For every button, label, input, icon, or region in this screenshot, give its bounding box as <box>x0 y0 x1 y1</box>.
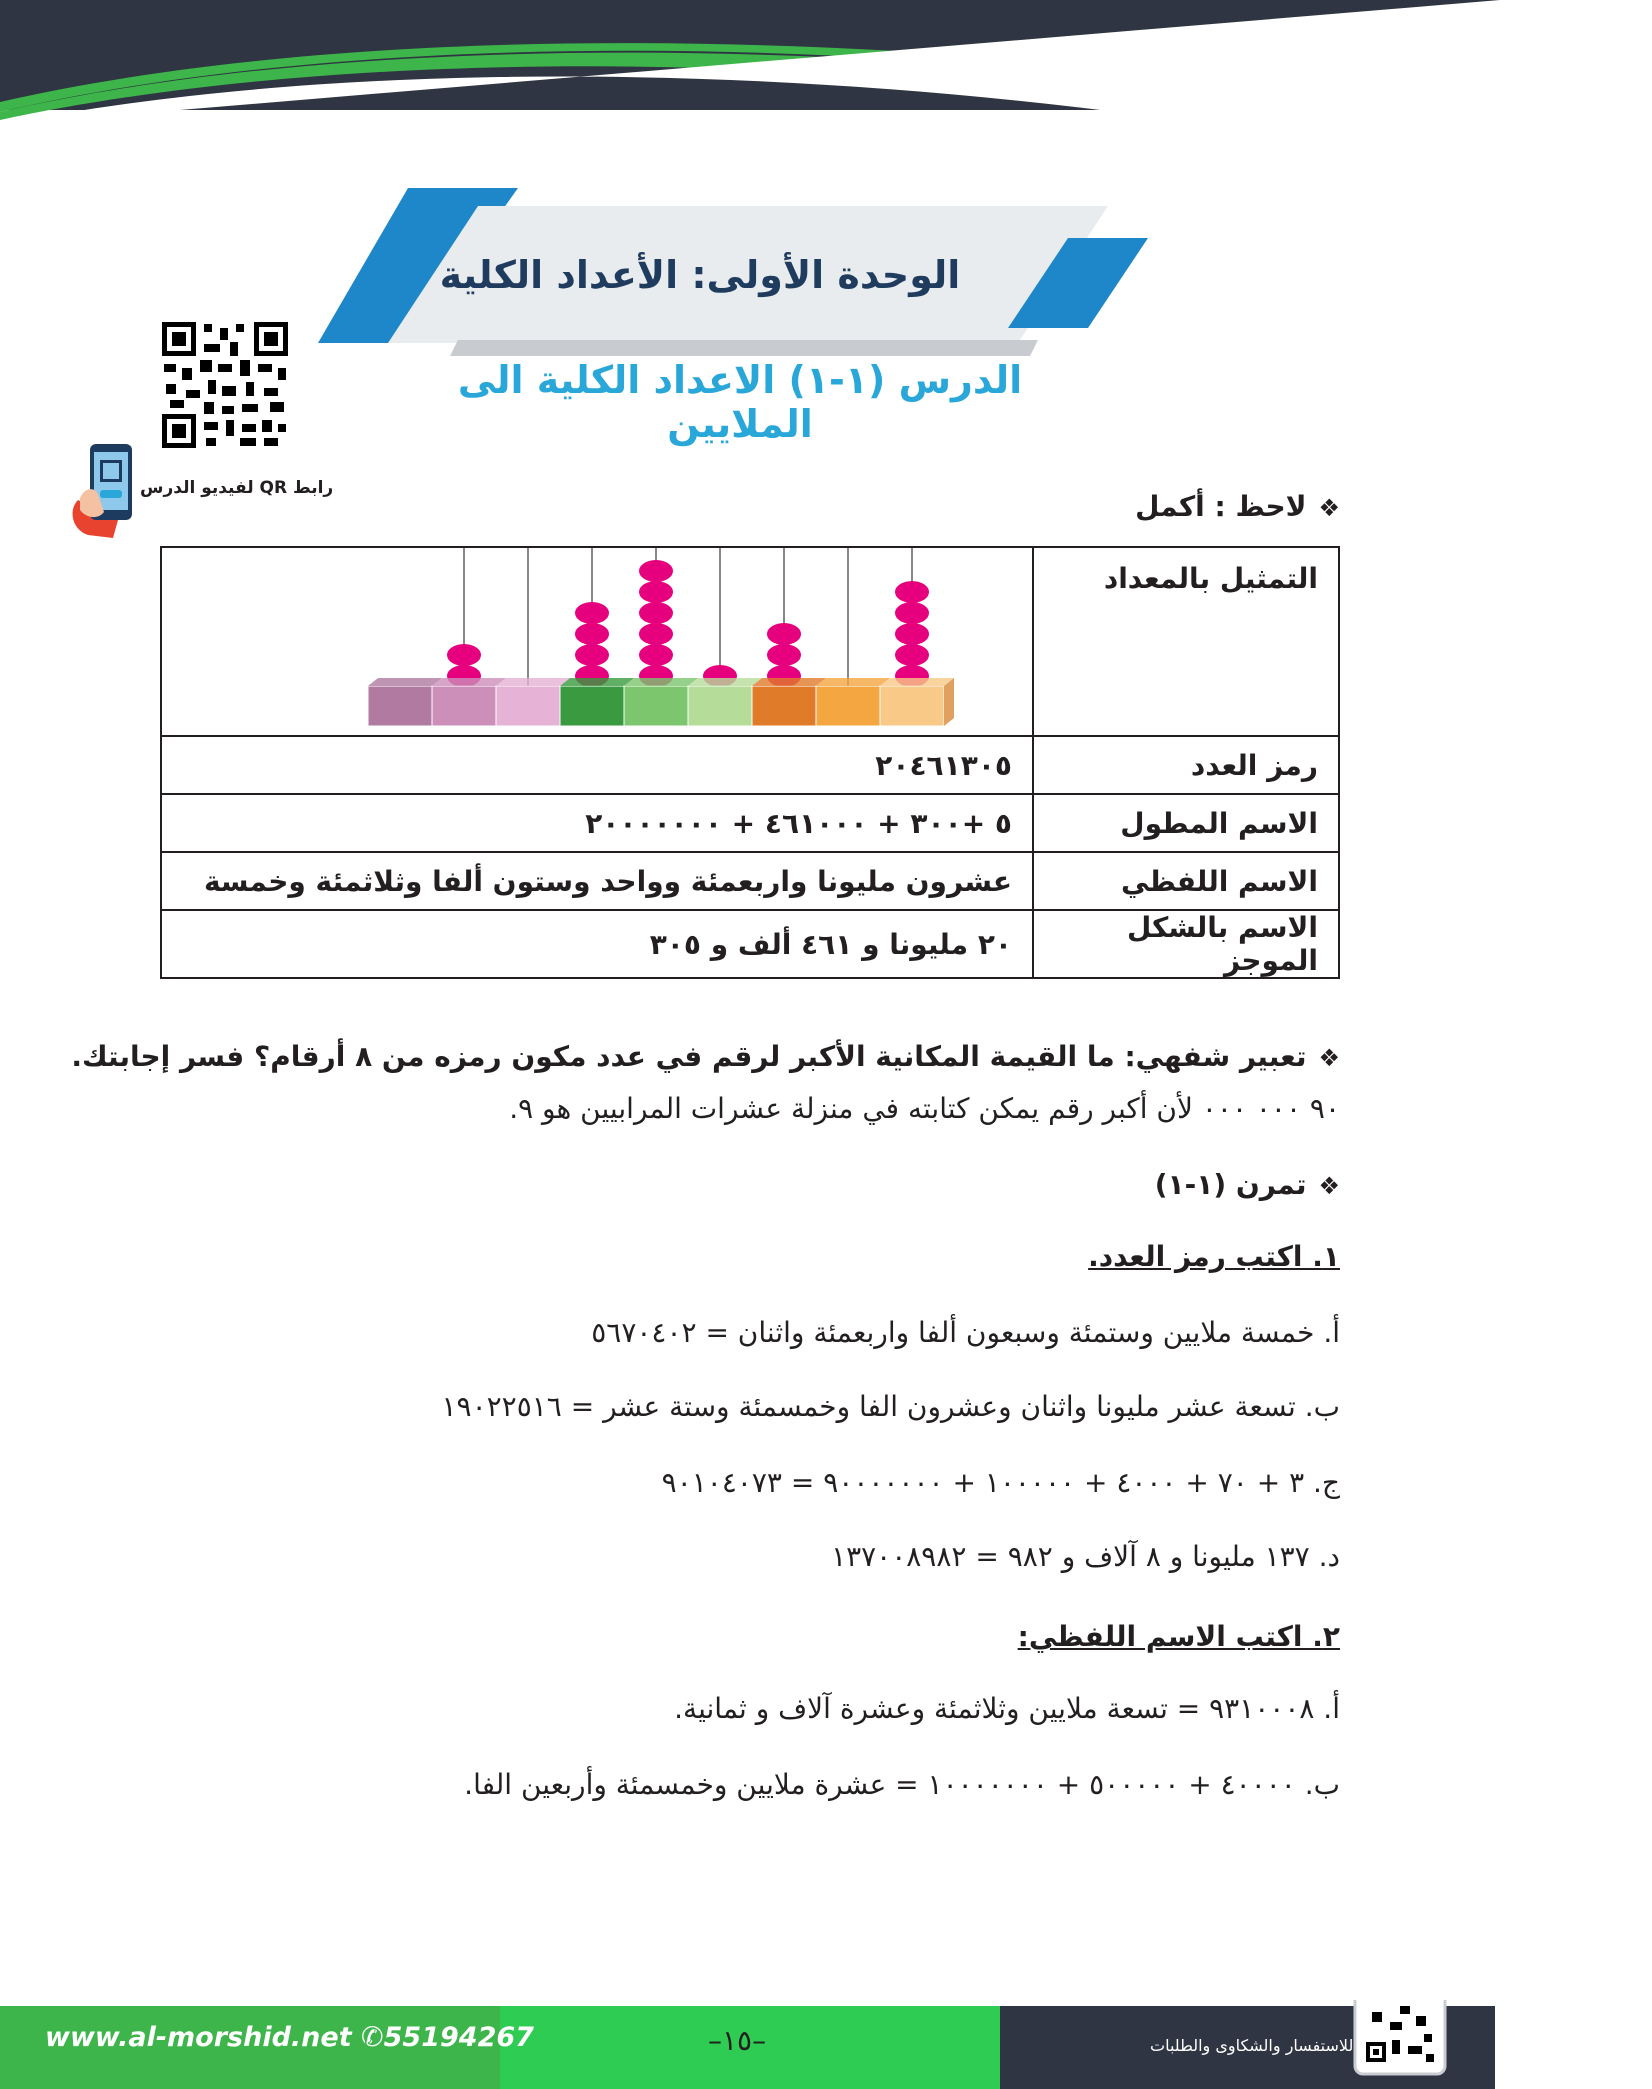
website-link[interactable]: www.al-morshid.net ✆55194267 <box>45 2022 534 2053</box>
abacus-block-top <box>624 678 698 686</box>
oral-answer: ٩٠ ٠٠٠ ٠٠٠ لأن أكبر رقم يمكن كتابته في منزلة عشرات المرابيين هو ٩. <box>509 1092 1340 1125</box>
abacus-block-top <box>816 678 890 686</box>
abacus-block <box>880 686 944 726</box>
row-value: ٢٠٤٦١٣٠٥ <box>161 736 1033 794</box>
table-row <box>161 547 1339 736</box>
oral-heading: ❖تعبير شفهي: ما القيمة المكانية الأكبر لرقم في عدد مكون رمزه من ٨ أرقام؟ فسر إجابتك. <box>71 1040 1340 1073</box>
table-row <box>161 910 1339 978</box>
abacus-block <box>816 686 880 726</box>
abacus-block-side <box>944 678 954 726</box>
abacus-cell <box>161 547 1033 736</box>
abacus-bead <box>447 644 481 666</box>
contact-note: للاستفسار والشكاوى والطلبات <box>1150 2036 1354 2055</box>
bullet-icon: ❖ <box>1318 1044 1340 1072</box>
abacus-block-top <box>368 678 442 686</box>
abacus-bead <box>895 602 929 624</box>
observe-table <box>160 546 1340 979</box>
page-number: –١٥– <box>708 2024 767 2057</box>
lesson-qr-code[interactable] <box>160 320 290 450</box>
bullet-icon: ❖ <box>1318 494 1340 522</box>
exercise-heading: ❖تمرن (١-١) <box>1154 1168 1340 1201</box>
abacus-block <box>560 686 624 726</box>
abacus-bead <box>575 602 609 624</box>
abacus-block-top <box>688 678 762 686</box>
abacus-bead <box>575 644 609 666</box>
table-row <box>161 794 1339 852</box>
abacus-bead <box>639 560 673 582</box>
q1-item-c: ج. ٣ + ٧٠ + ٤٠٠٠ + ١٠٠٠٠٠ + ٩٠٠٠٠٠٠٠ = ٩٠١٠٤٠٧٣ <box>661 1466 1340 1499</box>
q2-item-a: أ. ٩٣١٠٠٠٨ = تسعة ملايين وثلاثمئة وعشرة آلاف و ثمانية. <box>674 1692 1340 1725</box>
abacus-block <box>432 686 496 726</box>
abacus-bead <box>895 623 929 645</box>
abacus-bead <box>767 623 801 645</box>
row-label: الاسم بالشكل الموجز <box>1033 910 1339 978</box>
qr-caption: رابط QR لفيديو الدرس <box>140 478 334 498</box>
abacus-block <box>368 686 432 726</box>
observe-heading: ❖لاحظ : أكمل <box>1135 490 1340 523</box>
q1-item-a: أ. خمسة ملايين وستمئة وسبعون ألفا واربعمئة واثنان = ٥٦٧٠٤٠٢ <box>591 1316 1340 1349</box>
abacus-block-top <box>432 678 506 686</box>
row-label: رمز العدد <box>1033 736 1339 794</box>
row-label: التمثيل بالمعداد <box>1033 547 1339 736</box>
abacus-bead <box>767 644 801 666</box>
phone-icon <box>68 440 148 540</box>
q1-title: ١. اكتب رمز العدد. <box>1088 1240 1340 1273</box>
q1-item-d: د. ١٣٧ مليونا و ٨ آلاف و ٩٨٢ = ١٣٧٠٠٨٩٨٢ <box>831 1540 1340 1573</box>
q1-item-b: ب. تسعة عشر مليونا واثنان وعشرون الفا وخمسمئة وستة عشر = ١٩٠٢٢٥١٦ <box>441 1390 1340 1423</box>
abacus-block-top <box>496 678 570 686</box>
abacus-block <box>752 686 816 726</box>
abacus-block <box>688 686 752 726</box>
table-row <box>161 736 1339 794</box>
row-value: ٥ +٣٠٠ + ٤٦١٠٠٠ + ٢٠٠٠٠٠٠٠ <box>161 794 1033 852</box>
abacus-bead <box>639 581 673 603</box>
abacus-bead <box>639 602 673 624</box>
unit-title: الوحدة الأولى: الأعداد الكلية <box>439 253 961 297</box>
abacus-bead <box>639 644 673 666</box>
table-row <box>161 852 1339 910</box>
abacus-figure <box>162 548 1032 728</box>
abacus-bead <box>895 581 929 603</box>
abacus-bead <box>639 623 673 645</box>
q2-title: ٢. اكتب الاسم اللفظي: <box>1017 1620 1340 1653</box>
abacus-block-top <box>880 678 954 686</box>
abacus-bead <box>895 644 929 666</box>
abacus-bead <box>575 623 609 645</box>
row-value: عشرون مليونا واربعمئة وواحد وستون ألفا وثلاثمئة وخمسة <box>161 852 1033 910</box>
row-label: الاسم اللفظي <box>1033 852 1339 910</box>
header-decoration <box>0 0 1652 200</box>
q2-item-b: ب. ٤٠٠٠٠ + ٥٠٠٠٠٠ + ١٠٠٠٠٠٠٠ = عشرة ملايين وخمسمئة وأربعين الفا. <box>464 1768 1340 1801</box>
abacus-block-top <box>560 678 634 686</box>
lesson-title: الدرس (١-١) الاعداد الكلية الى الملايين <box>457 358 1023 446</box>
abacus-block-top <box>752 678 826 686</box>
bullet-icon: ❖ <box>1318 1172 1340 1200</box>
row-label: الاسم المطول <box>1033 794 1339 852</box>
row-value: ٢٠ مليونا و ٤٦١ ألف و ٣٠٥ <box>161 910 1033 978</box>
abacus-block <box>496 686 560 726</box>
abacus-block <box>624 686 688 726</box>
